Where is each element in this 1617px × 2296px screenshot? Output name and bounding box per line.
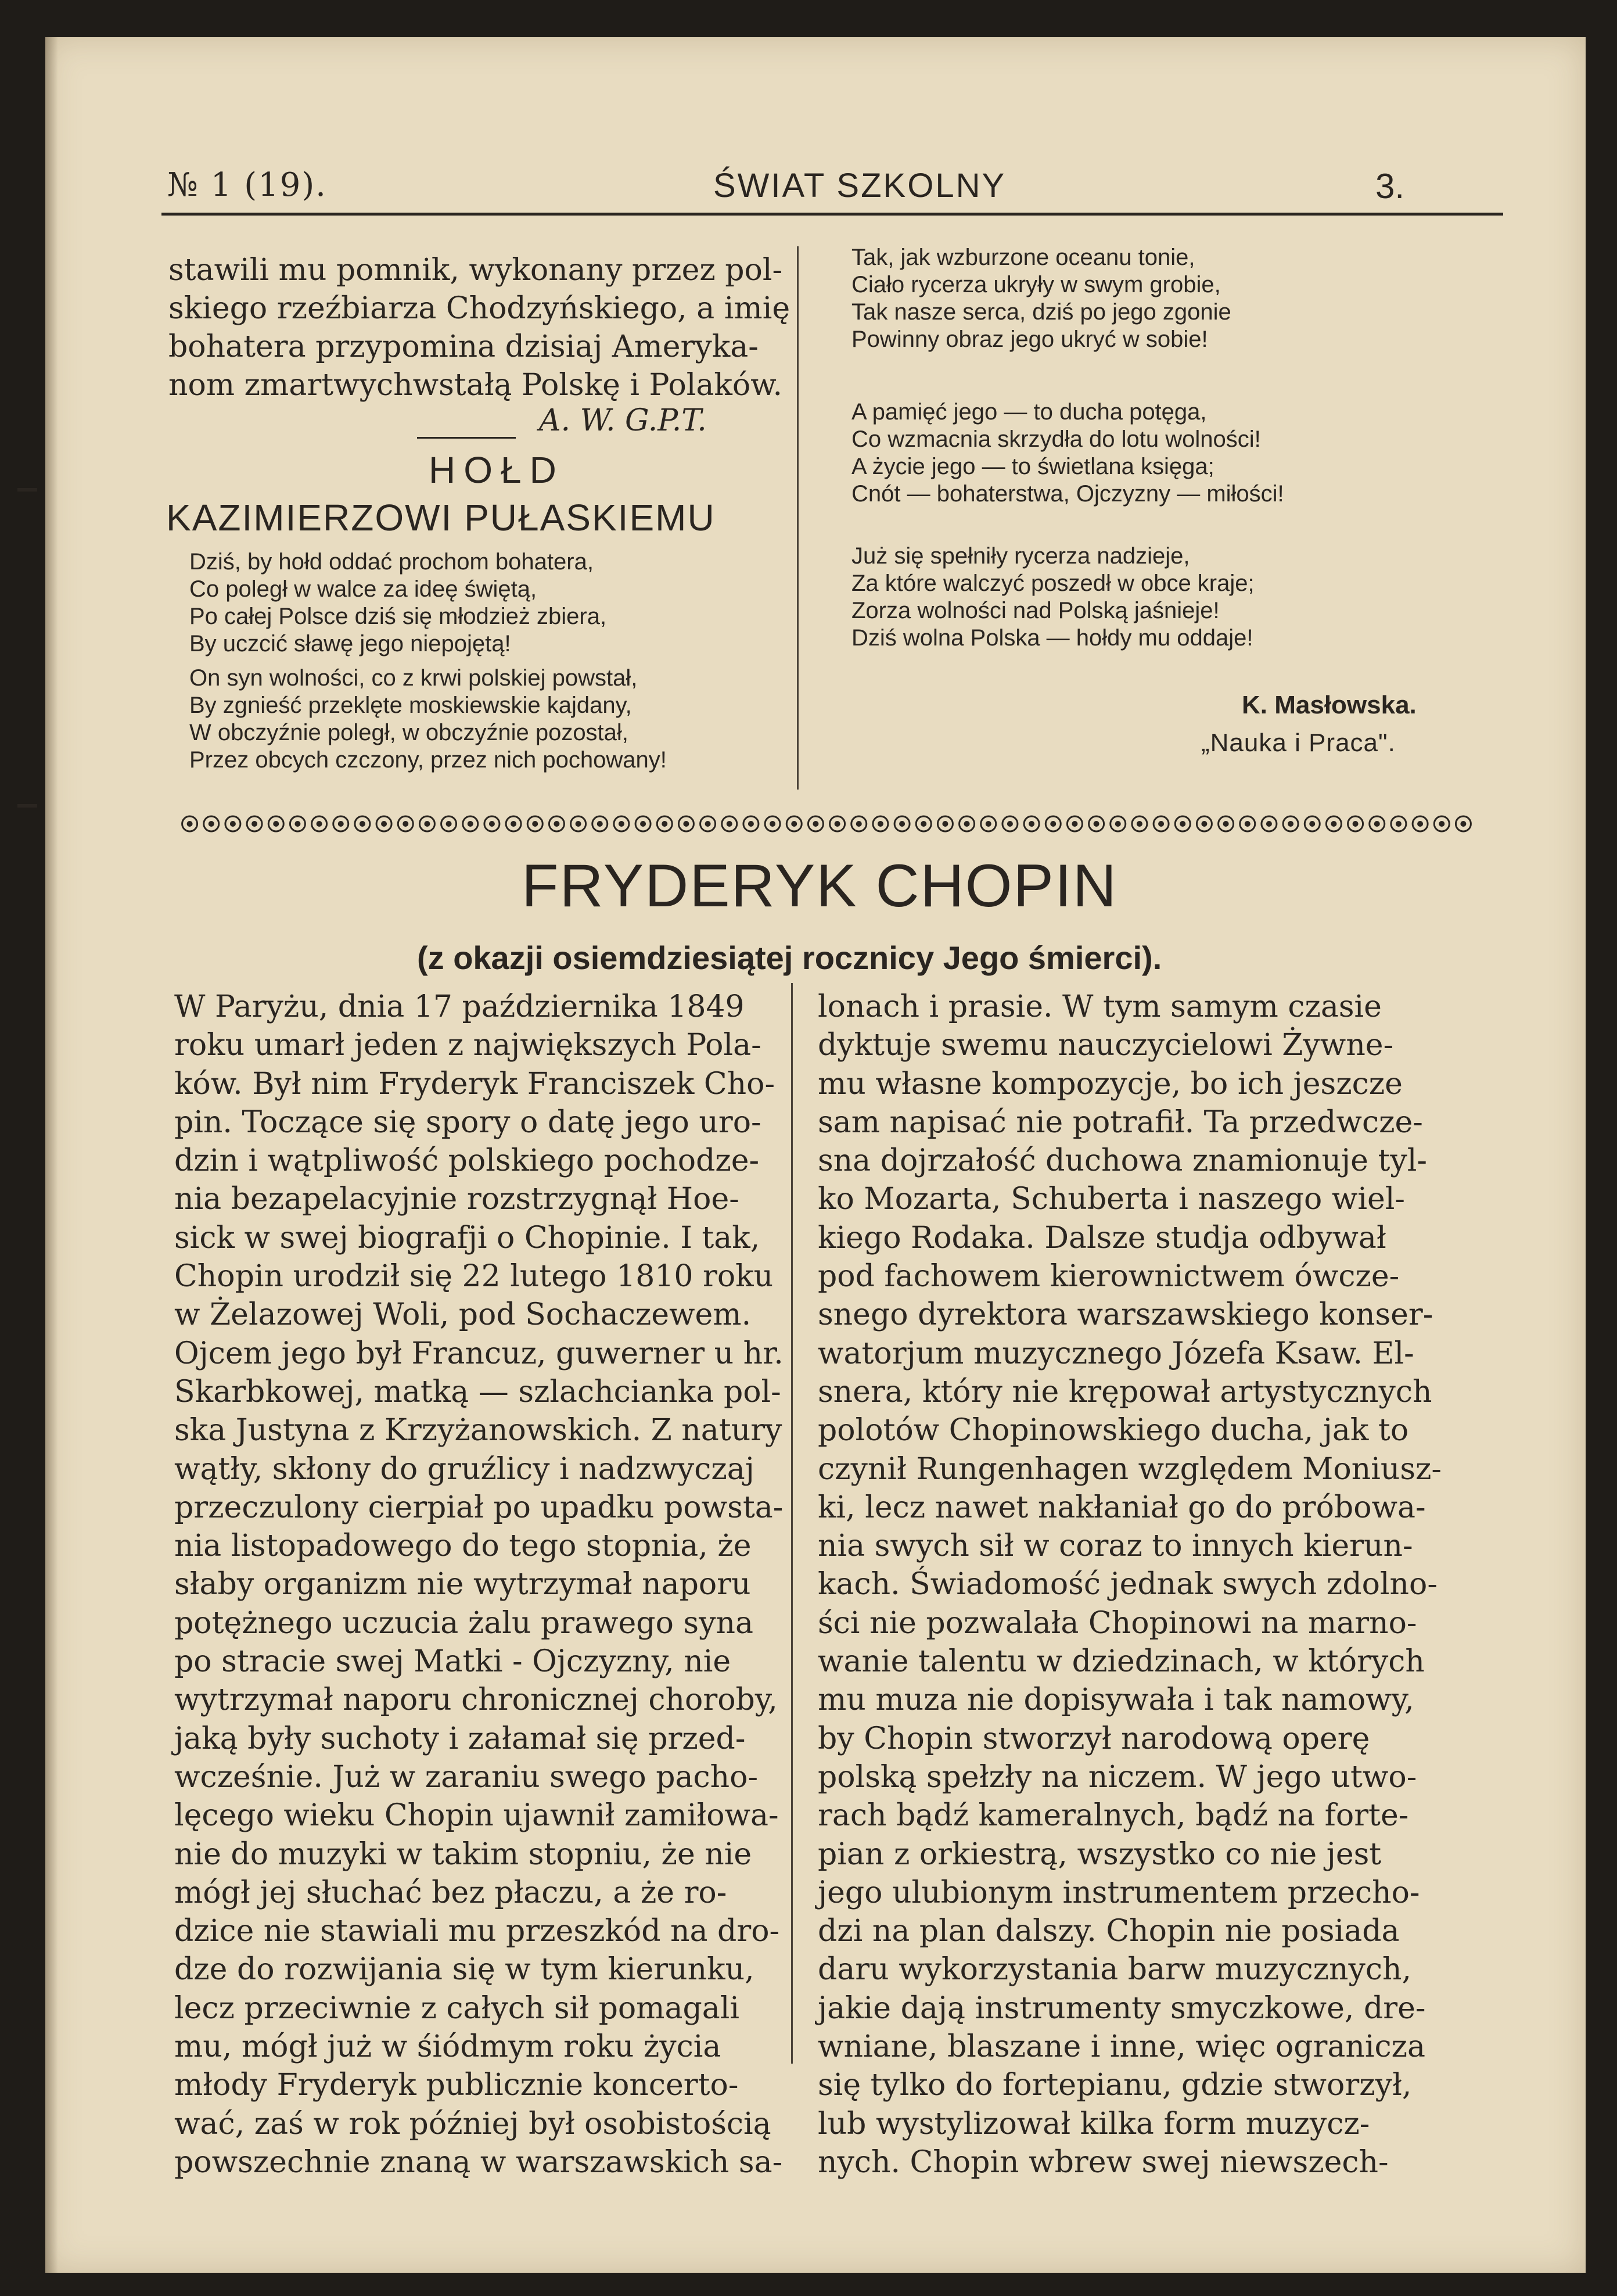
- verse-line: Cnót — bohaterstwa, Ojczyzny — miłości!: [851, 481, 1284, 507]
- text-line: ko Mozarta, Schuberta i naszego wiel-: [818, 1182, 1405, 1217]
- ornament-dot: [640, 821, 646, 827]
- text-line: nia swych sił w coraz to innych kierun-: [818, 1529, 1413, 1564]
- ornament-dot: [1245, 821, 1251, 827]
- column-divider: [797, 246, 799, 790]
- text-line: polską spełzły na niczem. W jego utwo-: [818, 1759, 1417, 1795]
- text-line: sam napisać nie potrafił. Ta przedwcze-: [818, 1104, 1423, 1140]
- ornament-dot: [294, 821, 300, 827]
- poem-stanza-1: [189, 548, 606, 658]
- verse-line: By zgnieść przeklęte moskiewskie kajdany,: [189, 693, 632, 718]
- verse-line: On syn wolności, co z krwi polskiej powstał,: [189, 665, 638, 691]
- text-line: nych. Chopin wbrew swej niewszech-: [818, 2144, 1389, 2180]
- text-line: sick w swej biografji o Chopinie. I tak,: [174, 1220, 760, 1255]
- poem-source: „Nauka i Praca".: [1201, 729, 1396, 757]
- text-line: Chopin urodził się 22 lutego 1810 roku: [174, 1259, 774, 1294]
- text-line: sna dojrzałość duchowa znamionuje tyl-: [818, 1143, 1427, 1179]
- text-line: dyktuje swemu nauczycielowi Żywne-: [818, 1028, 1394, 1063]
- text-line: w Żelazowej Woli, pod Sochaczewem.: [174, 1297, 752, 1333]
- text-line: czynił Rungenhagen względem Moniusz-: [818, 1451, 1442, 1487]
- ornament-dot: [727, 821, 732, 827]
- verse-line: Tak, jak wzburzone oceanu tonie,: [851, 245, 1195, 270]
- ornament-dot: [942, 821, 948, 827]
- text-line: lonach i prasie. W tym samym czasie: [818, 989, 1382, 1024]
- text-line: ki, lecz nawet nakłaniał go do próbowa-: [818, 1490, 1426, 1525]
- text-line: daru wykorzystania barw muzycznych,: [818, 1952, 1412, 1988]
- text-line: nom zmartwychwstałą Polskę i Polaków.: [168, 368, 783, 403]
- text-line: wątły, skłony do gruźlicy i nadzwyczaj: [174, 1451, 754, 1487]
- ornament-dot: [381, 821, 387, 827]
- text-line: powszechnie znaną w warszawskich sa-: [174, 2144, 783, 2180]
- verse-line: W obczyźnie poległ, w obczyźnie pozostał,: [189, 720, 628, 745]
- ornament-dot: [1115, 821, 1121, 827]
- ornament-dot: [403, 821, 408, 827]
- poem-title-line-1: HOŁD: [429, 449, 565, 491]
- text-line: mu muza nie dopisywała i tak namowy,: [818, 1682, 1414, 1718]
- ornament-dot: [748, 821, 754, 827]
- ornament-dot: [835, 821, 840, 827]
- poem-author: K. Masłowska.: [1242, 691, 1417, 719]
- ornament-dot: [856, 821, 862, 827]
- text-line: dze do rozwijania się w tym kierunku,: [174, 1952, 754, 1988]
- section-divider: [417, 437, 516, 439]
- verse-line: Za które walczyć poszedł w obce kraje;: [851, 571, 1255, 596]
- ornament-dot: [1094, 821, 1099, 827]
- text-line: W Paryżu, dnia 17 października 1849: [174, 989, 745, 1024]
- margin-mark: [17, 804, 37, 808]
- text-line: wać, zaś w rok później był osobistością: [174, 2106, 771, 2141]
- verse-line: By uczcić sławę jego niepojętą!: [189, 631, 511, 656]
- ornament-dot: [791, 821, 797, 827]
- poem-stanza-2: [189, 665, 667, 774]
- ornament-dot: [1309, 821, 1315, 827]
- verse-line: Tak nasze serca, dziś po jego zgonie: [851, 299, 1231, 325]
- text-line: ków. Był nim Fryderyk Franciszek Cho-: [174, 1066, 775, 1102]
- text-line: bohatera przypomina dzisiaj Ameryka-: [168, 329, 759, 364]
- issue-number: № 1 (19).: [167, 166, 327, 204]
- text-line: wytrzymał naporu chronicznej choroby,: [174, 1682, 778, 1718]
- article-column-left: [174, 988, 784, 2182]
- text-line: dzi na plan dalszy. Chopin nie posiada: [818, 1914, 1400, 1949]
- ornament-dot: [1288, 821, 1293, 827]
- ornament-dot: [532, 821, 538, 827]
- verse-line: Przez obcych czczony, przez nich pochowany!: [189, 747, 667, 773]
- ornament-dot: [1417, 821, 1423, 827]
- previous-article-ending: [168, 251, 819, 404]
- poem-stanza-3: [851, 244, 1231, 353]
- ornament-dot: [1353, 821, 1359, 827]
- text-line: rach bądź kameralnych, bądź na forte-: [818, 1798, 1409, 1834]
- margin-mark: [17, 488, 37, 492]
- ornament-dot: [360, 821, 365, 827]
- ornament-dot: [705, 821, 711, 827]
- verse-line: Po całej Polsce dziś się młodzież zbiera,: [189, 604, 607, 629]
- text-line: wanie talentu w dziedzinach, w których: [818, 1644, 1425, 1680]
- text-line: mu, mógł już w śiódmym roku życia: [174, 2029, 721, 2065]
- text-line: by Chopin stworzył narodową operę: [818, 1721, 1370, 1756]
- ornament-dot: [899, 821, 905, 827]
- text-line: Skarbkowej, matką — szlachcianka pol-: [174, 1374, 781, 1409]
- text-line: pod fachowem kierownictwem ówcze-: [818, 1259, 1400, 1294]
- article-signature: A. W. G.P.T.: [539, 403, 707, 438]
- text-line: nia listopadowego do tego stopnia, że: [174, 1529, 752, 1564]
- ornament-divider: [179, 813, 1474, 834]
- text-line: Ojcem jego był Francuz, guwerner u hr.: [174, 1336, 784, 1371]
- ornament-dot: [1050, 821, 1056, 827]
- text-line: wniane, blaszane i inne, więc ogranicza: [818, 2029, 1426, 2065]
- ornament-dot: [1460, 821, 1466, 827]
- ornament-dot: [1223, 821, 1229, 827]
- text-line: słaby organizm nie wytrzymał naporu: [174, 1567, 751, 1602]
- ornament-dot: [619, 821, 624, 827]
- text-line: pian z orkiestrą, wszystko co nie jest: [818, 1836, 1382, 1872]
- text-line: nie do muzyki w takim stopniu, że nie: [174, 1836, 752, 1872]
- ornament-dot: [1331, 821, 1336, 827]
- ornament-dot: [597, 821, 603, 827]
- verse-line: Powinny obraz jego ukryć w sobie!: [851, 327, 1208, 352]
- text-line: po stracie swej Matki - Ojczyzny, nie: [174, 1644, 731, 1680]
- text-line: watorjum muzycznego Józefa Ksaw. El-: [818, 1336, 1414, 1371]
- ornament-dot: [489, 821, 495, 827]
- verse-line: Już się spełniły rycerza nadzieje,: [851, 543, 1190, 569]
- article-title: FRYDERYK CHOPIN: [522, 852, 1117, 920]
- poem-stanza-5: [851, 543, 1255, 652]
- verse-line: Dziś wolna Polska — hołdy mu oddaje!: [851, 625, 1253, 651]
- ornament-dot: [576, 821, 581, 827]
- text-line: snera, który nie krępował artystycznych: [818, 1374, 1432, 1409]
- text-line: dzice nie stawiali mu przeszkód na dro-: [174, 1914, 780, 1949]
- ornament-dot: [468, 821, 473, 827]
- ornament-dot: [554, 821, 559, 827]
- text-line: kach. Świadomość jednak swych zdolno-: [818, 1567, 1438, 1602]
- text-line: przeczulony cierpiał po upadku powsta-: [174, 1490, 784, 1525]
- text-line: lub wystylizował kilka form muzycz-: [818, 2106, 1370, 2141]
- text-line: skiego rzeźbiarza Chodzyńskiego, a imię: [168, 291, 790, 326]
- text-line: dzin i wątpliwość polskiego pochodze-: [174, 1143, 760, 1179]
- verse-line: Zorza wolności nad Polską jaśnieje!: [851, 598, 1220, 623]
- ornament-dot: [1201, 821, 1207, 827]
- ornament-dot: [1072, 821, 1077, 827]
- verse-line: Co poległ w walce za ideę świętą,: [189, 576, 537, 602]
- ornament-dot: [813, 821, 818, 827]
- ornament-dot: [1158, 821, 1164, 827]
- header-rule: [161, 213, 1503, 216]
- ornament-dot: [1374, 821, 1380, 827]
- text-line: potężnego uczucia żalu prawego syna: [174, 1605, 753, 1641]
- text-line: młody Fryderyk publicznie koncerto-: [174, 2068, 739, 2103]
- ornament-dot: [511, 821, 516, 827]
- verse-line: Dziś, by hołd oddać prochom bohatera,: [189, 549, 594, 575]
- ornament-dot: [921, 821, 926, 827]
- text-line: jaką były suchoty i załamał się przed-: [174, 1721, 746, 1756]
- ornament-dot: [1007, 821, 1013, 827]
- text-line: pin. Toczące się spory o datę jego uro-: [174, 1104, 761, 1140]
- ornament-dot: [878, 821, 883, 827]
- ornament-dot: [230, 821, 236, 827]
- ornament-dot: [1180, 821, 1185, 827]
- text-line: się tylko do fortepianu, gdzie stworzył,: [818, 2068, 1412, 2103]
- text-line: snego dyrektora warszawskiego konser-: [818, 1297, 1433, 1333]
- ornament-dot: [209, 821, 214, 827]
- article-subtitle: (z okazji osiemdziesiątej rocznicy Jego śmierci).: [417, 939, 1162, 976]
- ornament-dot: [662, 821, 667, 827]
- ornament-dot: [424, 821, 430, 827]
- text-line: mu własne kompozycje, bo ich jeszcze: [818, 1066, 1403, 1102]
- text-line: jakie dają instrumenty smyczkowe, dre-: [818, 1990, 1426, 2026]
- ornament-dot: [1266, 821, 1272, 827]
- verse-line: A życie jego — to świetlana księga;: [851, 454, 1214, 479]
- journal-title: ŚWIAT SZKOLNY: [713, 167, 1007, 205]
- text-line: wcześnie. Już w zaraniu swego pacho-: [174, 1759, 759, 1795]
- ornament-dot: [251, 821, 257, 827]
- text-line: ska Justyna z Krzyżanowskich. Z natury: [174, 1413, 782, 1448]
- text-line: lęcego wieku Chopin ujawnił zamiłowa-: [174, 1798, 779, 1834]
- ornament-dot: [317, 821, 322, 827]
- ornament-dot: [964, 821, 970, 827]
- verse-line: A pamięć jego — to ducha potęga,: [851, 399, 1207, 425]
- column-divider: [791, 983, 793, 2064]
- page-number: 3.: [1375, 167, 1405, 206]
- ornament-dot: [1029, 821, 1034, 827]
- text-line: roku umarł jeden z największych Pola-: [174, 1028, 761, 1063]
- binding-shadow: [45, 37, 58, 2273]
- ornament-dot: [446, 821, 452, 827]
- text-line: ści nie pozwalała Chopinowi na marno-: [818, 1605, 1417, 1641]
- poem-title-line-2: KAZIMIERZOWI PUŁASKIEMU: [166, 497, 716, 539]
- ornament-dot: [1137, 821, 1142, 827]
- ornament-dot: [986, 821, 991, 827]
- text-line: nia bezapelacyjnie rozstrzygnął Hoe-: [174, 1182, 739, 1217]
- verse-line: Co wzmacnia skrzydła do lotu wolności!: [851, 426, 1261, 452]
- ornament-dot: [683, 821, 689, 827]
- ornament-dot: [1396, 821, 1402, 827]
- text-line: polotów Chopinowskiego ducha, jak to: [818, 1413, 1409, 1448]
- text-line: kiego Rodaka. Dalsze studja odbywał: [818, 1220, 1386, 1255]
- text-line: stawili mu pomnik, wykonany przez pol-: [168, 253, 783, 288]
- poem-stanza-4: [851, 399, 1284, 508]
- text-line: lecz przeciwnie z całych sił pomagali: [174, 1990, 740, 2026]
- verse-line: Ciało rycerza ukryły w swym grobie,: [851, 272, 1221, 297]
- article-column-right: [818, 988, 1445, 2182]
- text-line: mógł jej słuchać bez płaczu, a że ro-: [174, 1875, 727, 1910]
- ornament-dot: [273, 821, 279, 827]
- ornament-dot: [338, 821, 344, 827]
- text-line: jego ulubionym instrumentem przecho-: [818, 1875, 1420, 1910]
- ornament-dot: [1439, 821, 1444, 827]
- ornament-dot: [770, 821, 775, 827]
- ornament-dot: [187, 821, 193, 827]
- newspaper-page: [45, 37, 1586, 2273]
